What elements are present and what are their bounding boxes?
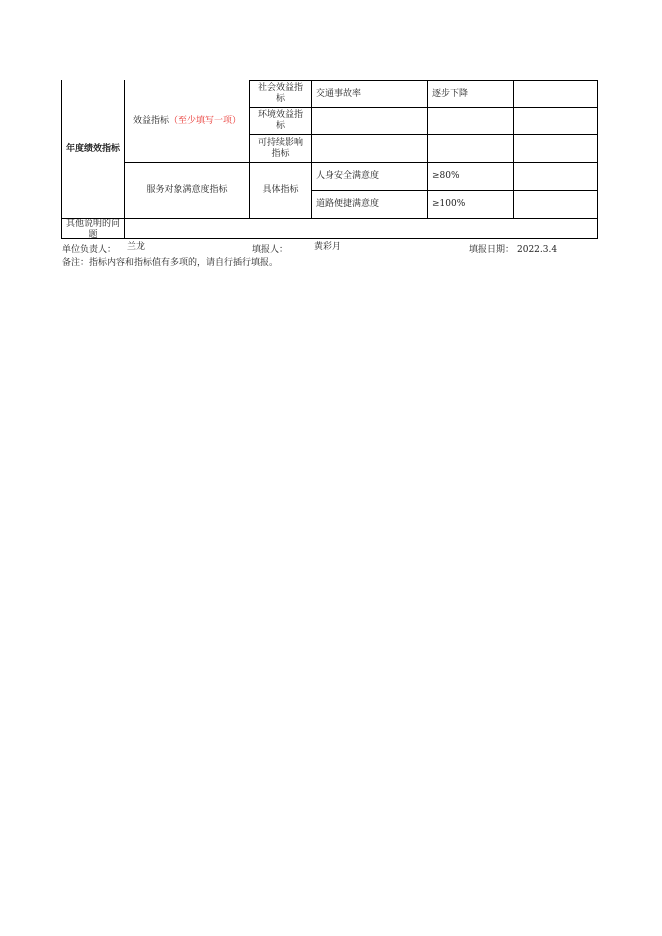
unit-head-value: 兰龙	[127, 242, 146, 252]
indicator-extra-cell	[514, 81, 597, 107]
indicator-extra-cell	[514, 135, 597, 162]
indicator-name-cell: 人身安全满意度	[316, 171, 380, 181]
filler-value: 黄彩月	[314, 242, 342, 252]
satisfaction-indicator-label: 服务对象满意度指标	[146, 185, 228, 195]
indicator-extra-cell	[514, 163, 597, 190]
indicator-value-cell: ≥80%	[432, 171, 460, 181]
benefit-sub-environment: 环境效益指标	[257, 110, 303, 131]
benefit-label-text: 效益指标	[132, 116, 169, 126]
indicator-value-cell	[428, 135, 513, 162]
indicator-name-cell: 交通事故率	[316, 88, 362, 99]
date-label: 填报日期：	[469, 245, 515, 255]
indicator-name-cell	[312, 108, 427, 134]
unit-head-label: 单位负责人：	[62, 245, 117, 255]
indicator-value-cell: 逐步下降	[432, 88, 469, 99]
indicator-value-cell	[428, 108, 513, 134]
benefit-sub-sustainable: 可持续影响指标	[257, 137, 303, 159]
remark-text: 备注：指标内容和指标值有多项的，请自行插行填报。	[62, 258, 279, 268]
grid-line	[597, 80, 598, 238]
indicator-value-cell: ≥100%	[432, 199, 466, 209]
indicator-extra-cell	[514, 191, 597, 218]
annual-indicator-label: 年度绩效指标	[65, 144, 120, 154]
date-value: 2022.3.4	[517, 245, 558, 255]
indicator-name-cell: 道路便捷满意度	[316, 199, 380, 209]
grid-line	[61, 238, 598, 239]
indicator-extra-cell	[514, 108, 597, 134]
benefit-label-note: （至少填写一项）	[169, 116, 242, 126]
satisfaction-sub-label: 具体指标	[262, 185, 299, 195]
indicator-name-cell	[312, 135, 427, 162]
benefit-indicator-label	[125, 81, 249, 162]
benefit-sub-social: 社会效益指标	[257, 83, 303, 104]
other-notes-value	[125, 219, 597, 238]
other-notes-label: 其他说明的问题	[65, 219, 120, 238]
filler-label: 填报人：	[252, 245, 289, 255]
